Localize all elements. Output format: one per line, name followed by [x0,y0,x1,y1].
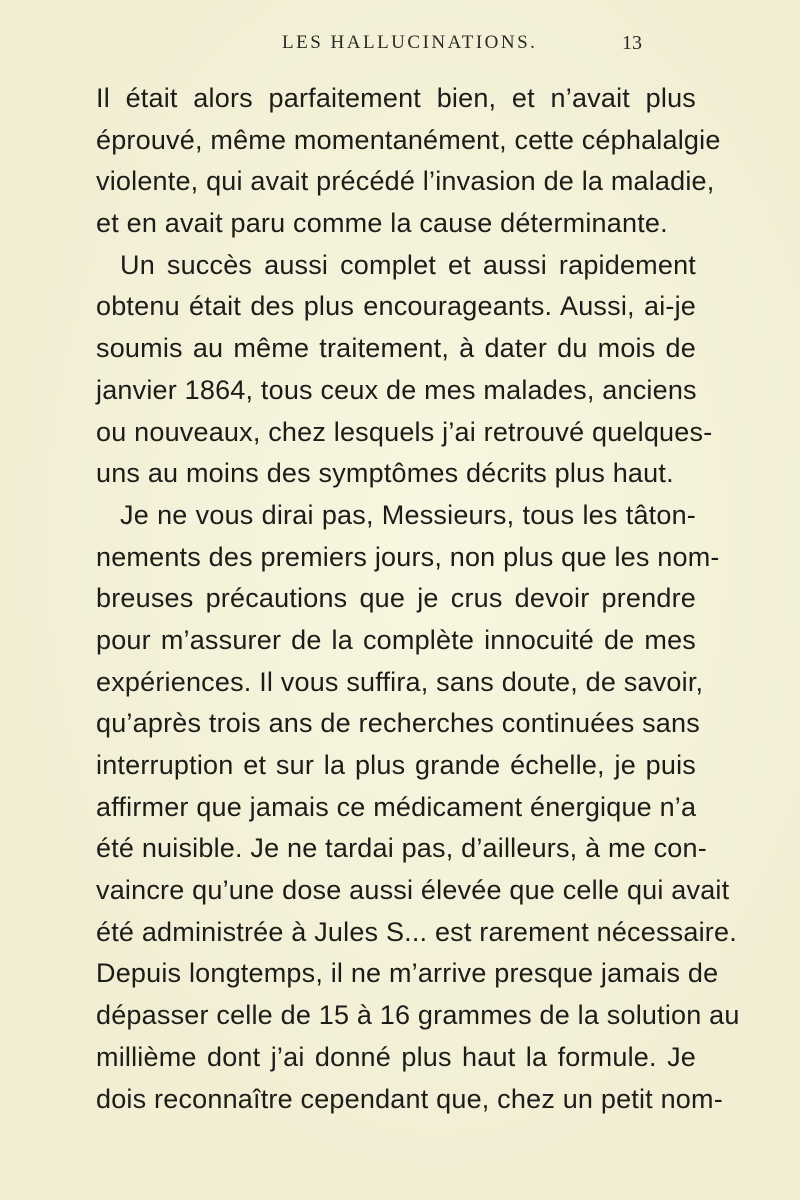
text-line: expériences. Il vous suffira, sans doute, de savoir, [96,666,704,697]
text-line: et en avait paru comme la cause déterminante. [96,208,668,239]
text-line: millième dont j’ai donné plus haut la formule. Je [96,1041,696,1072]
text-line: été administrée à Jules S... est rarement nécessaire. [96,916,737,947]
text-line: Je ne vous dirai pas, Messieurs, tous les tâton- [120,499,696,530]
text-line: violente, qui avait précédé l’invasion de la maladie, [96,166,715,197]
text-line: interruption et sur la plus grande échelle, je puis [96,750,696,780]
text-line: éprouvé, même momentanément, cette céphalalgie [96,124,721,155]
page-number: 13 [622,32,642,54]
text-line: janvier 1864, tous ceux de mes malades, anciens [96,374,697,405]
text-line: pour m’assurer de la complète innocuité de mes [96,624,696,655]
text-line: soumis au même traitement, à dater du mois de [96,333,696,364]
running-title: LES HALLUCINATIONS. [282,32,538,53]
text-line: qu’après trois ans de recherches continuées sans [96,708,700,739]
body-text [96,78,740,1120]
text-line: Il était alors parfaitement bien, et n’avait plus [96,83,696,113]
text-line: dois reconnaître cependant que, chez un petit nom- [96,1083,723,1114]
text-line: ou nouveaux, chez lesquels j’ai retrouvé quelques- [96,416,713,447]
text-line: dépasser celle de 15 à 16 grammes de la solution au [96,1000,740,1031]
text-line: uns au moins des symptômes décrits plus haut. [96,458,674,489]
text-line: Un succès aussi complet et aussi rapidement [120,249,696,280]
text-line: affirmer que jamais ce médicament énergique n’a [96,791,697,822]
text-line: breuses précautions que je crus devoir prendre [96,583,696,614]
page-header [0,28,800,64]
text-line: Depuis longtemps, il ne m’arrive presque jamais de [96,958,719,989]
text-line: vaincre qu’une dose aussi élevée que celle qui avait [96,875,730,906]
text-line: été nuisible. Je ne tardai pas, d’ailleurs, à me con- [96,833,707,864]
text-line: nements des premiers jours, non plus que les nom- [96,541,720,572]
text-line: obtenu était des plus encourageants. Aussi, ai-je [96,291,696,322]
